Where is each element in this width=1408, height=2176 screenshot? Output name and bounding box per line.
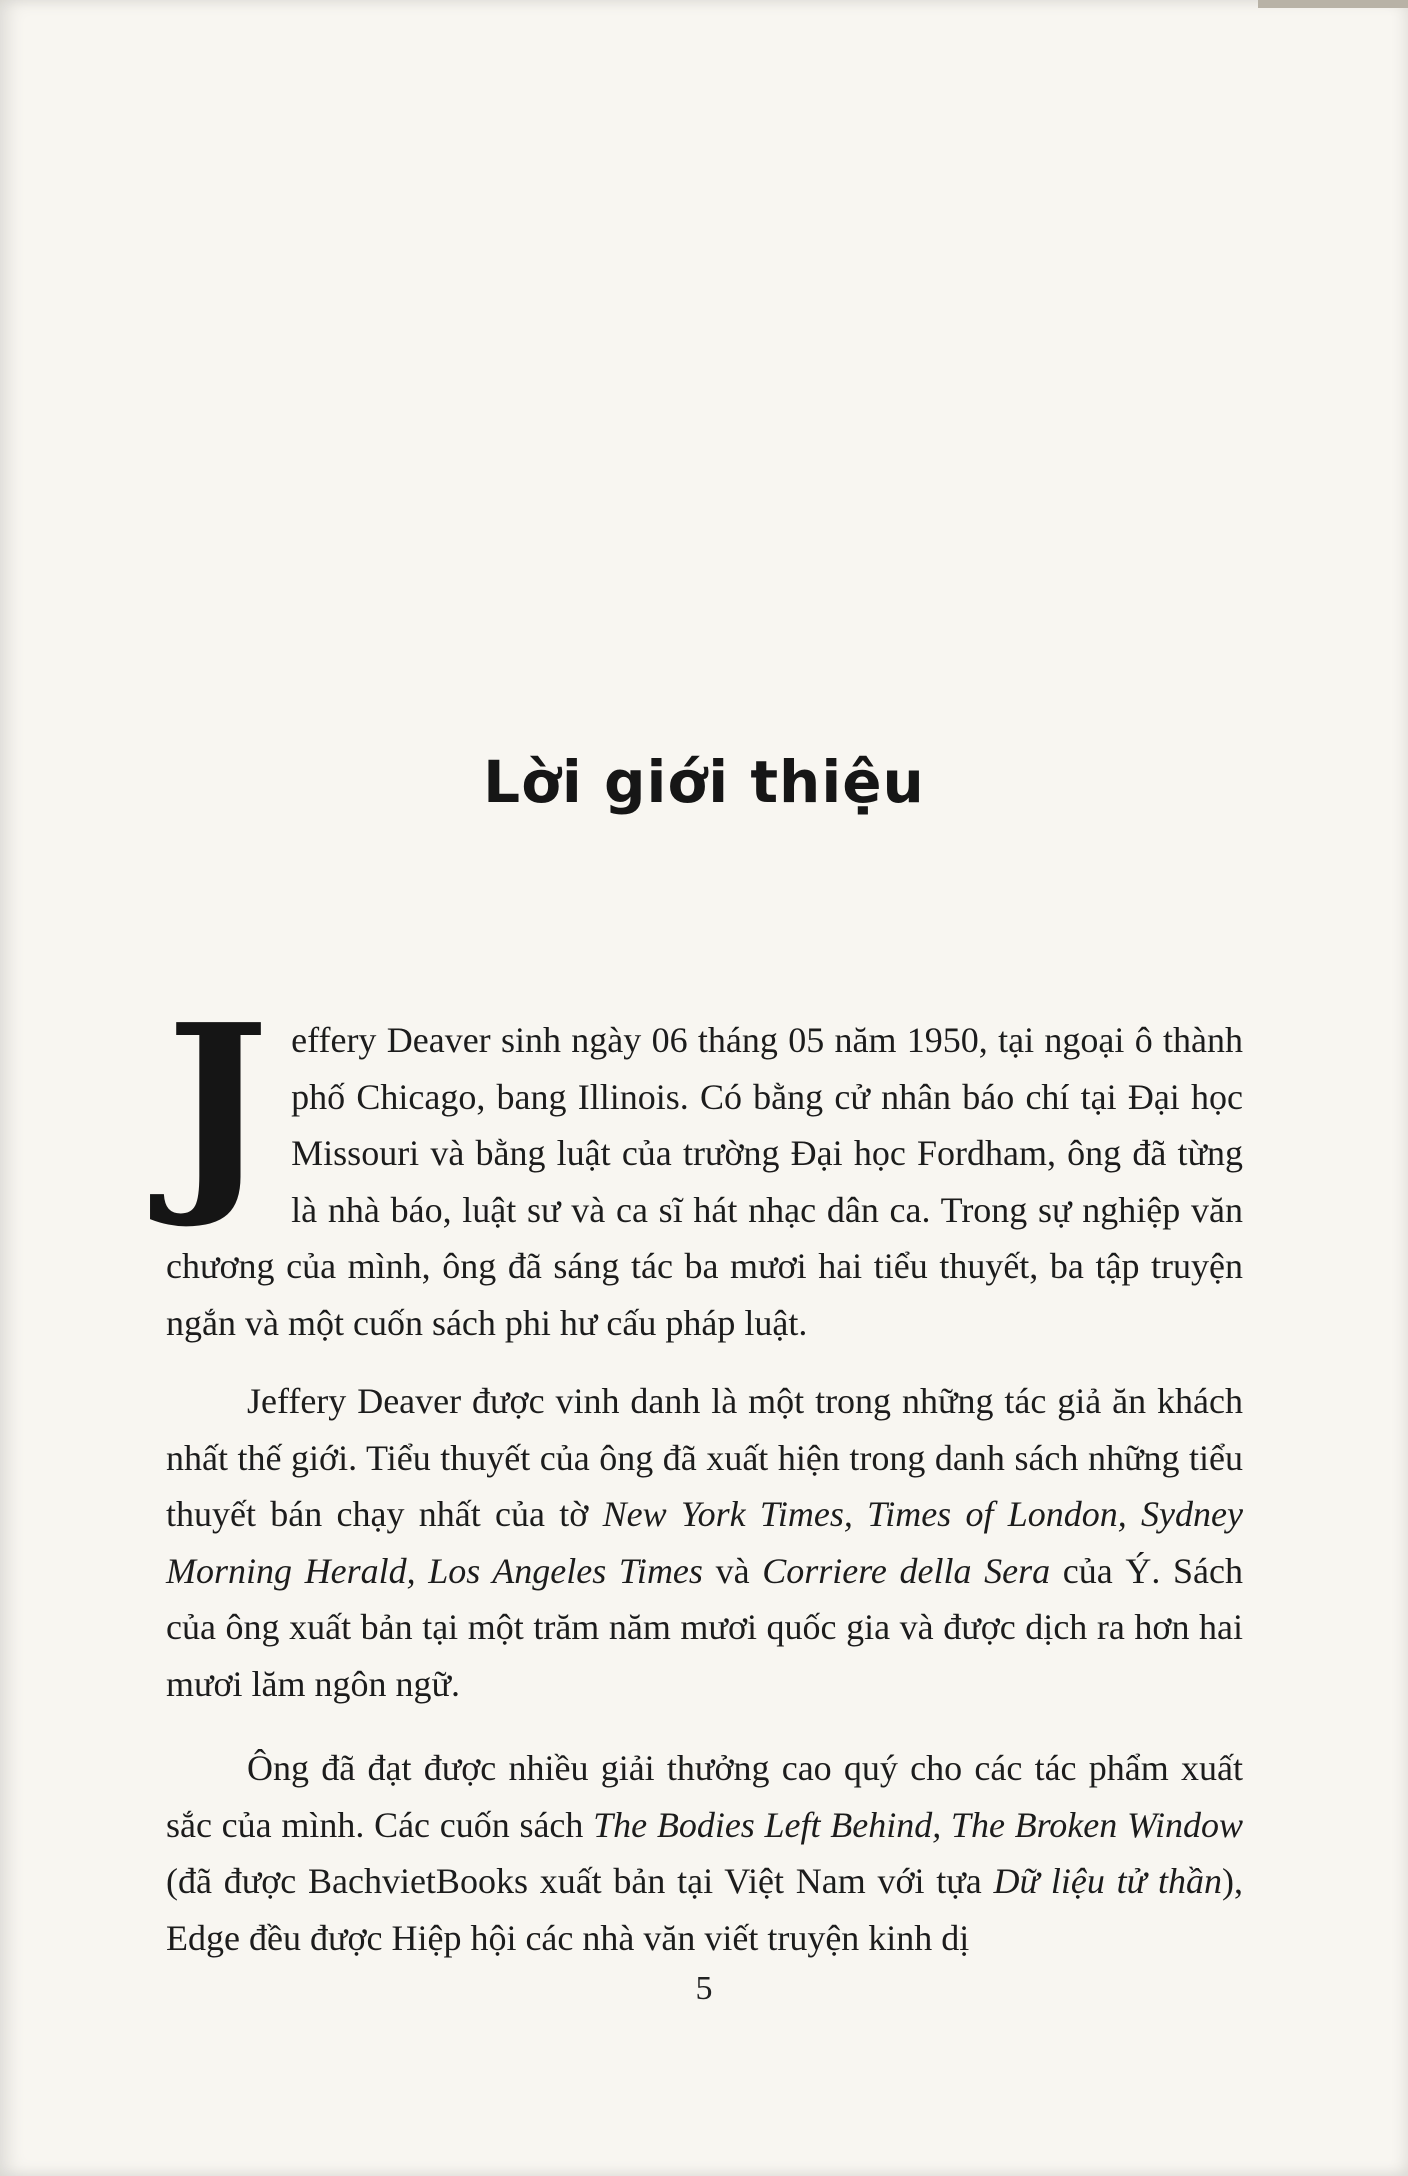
paragraph-3 <box>166 1740 1243 1966</box>
italic-text-run: Dữ liệu tử thần <box>993 1861 1222 1901</box>
text-run: Ông đã đạt được nhiều giải thưởng cao quý cho các tác phẩm xuất sắc của mình. Các cuốn sách <box>166 1748 1243 1845</box>
text-run: (đã được BachvietBooks xuất bản tại Việt Nam với tựa <box>166 1861 994 1901</box>
drop-cap: J <box>166 977 270 1233</box>
italic-text-run: Corriere della Sera <box>762 1550 1051 1591</box>
text-run: Jeffery Deaver được vinh danh là một trong những tác giả ăn khách nhất thế giới. Tiểu thuyết của ông đã xuất hiện trong danh sách những tiểu thuyết bán chạy nhất của tờ <box>166 1381 1243 1534</box>
text-run: và <box>702 1550 763 1591</box>
body-text <box>166 977 1243 1966</box>
italic-text-run: New York Times, Times of London, Sydney Morning Herald, Los Angeles Times <box>166 1494 1243 1591</box>
paragraph-1 <box>166 977 1243 1351</box>
paragraph-2 <box>166 1373 1243 1712</box>
text-run: effery Deaver sinh ngày 06 tháng 05 năm 1950, tại ngoại ô thành phố Chicago, bang Illinois. Có bằng cử nhân báo chí tại Đại học Missouri và bằng luật của trường Đại học Fordham, ông đã từng là nhà báo, luật sư và ca sĩ hát nhạc dân ca. Trong sự nghiệp văn chương của mình, ông đã sáng tác ba mươi hai tiểu thuyết, ba tập truyện ngắn và một cuốn sách phi hư cấu pháp luật. <box>166 1020 1243 1343</box>
italic-text-run: The Bodies Left Behind, The Broken Window <box>593 1804 1243 1845</box>
text-run: của Ý. Sách của ông xuất bản tại một trăm năm mươi quốc gia và được dịch ra hơn hai mươi lăm ngôn ngữ. <box>166 1550 1243 1704</box>
page-number: 5 <box>695 1970 713 2007</box>
page-edge-strip <box>1258 0 1408 8</box>
text-run: ), Edge đều được Hiệp hội các nhà văn viết truyện kinh dị <box>166 1861 1243 1958</box>
chapter-title: Lời giới thiệu <box>483 748 925 816</box>
